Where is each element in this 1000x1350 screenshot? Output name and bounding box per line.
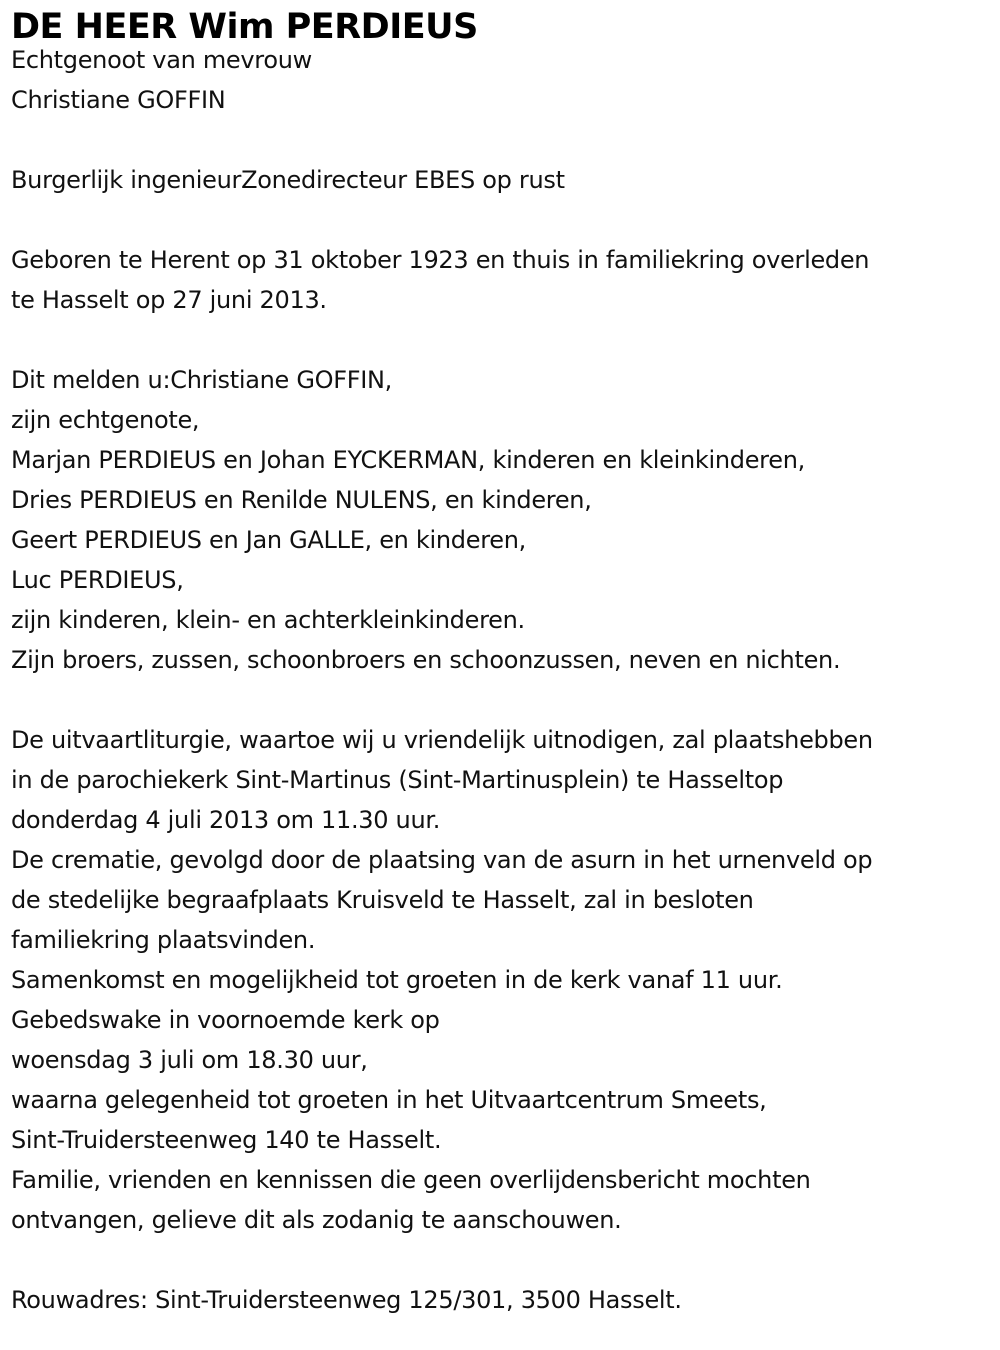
ceremony-line: Gebedswake in voornoemde kerk op [11, 1006, 440, 1034]
announcer-line: Zijn broers, zussen, schoonbroers en schoonzussen, neven en nichten. [11, 646, 841, 674]
ceremony-line: Familie, vrienden en kennissen die geen overlijdensbericht mochten [11, 1166, 811, 1194]
birth-death-section [11, 240, 991, 320]
announcer-line: zijn echtgenote, [11, 406, 200, 434]
paragraph-gap [11, 1240, 991, 1280]
birth-death-line: te Hasselt op 27 juni 2013. [11, 286, 327, 314]
announcer-line: Dit melden u:Christiane GOFFIN, [11, 366, 392, 394]
announcer-line: Geert PERDIEUS en Jan GALLE, en kinderen, [11, 526, 526, 554]
announcer-line: zijn kinderen, klein- en achterkleinkinderen. [11, 606, 525, 634]
announcer-line: Marjan PERDIEUS en Johan EYCKERMAN, kinderen en kleinkinderen, [11, 446, 805, 474]
deceased-name-title: DE HEER Wim PERDIEUS [11, 7, 478, 47]
obituary-notice [11, 0, 991, 1320]
birth-death-line: Geboren te Herent op 31 oktober 1923 en thuis in familiekring overleden [11, 246, 870, 274]
ceremony-section [11, 720, 991, 1240]
ceremony-line: De crematie, gevolgd door de plaatsing van de asurn in het urnenveld op [11, 846, 873, 874]
ceremony-line: donderdag 4 juli 2013 om 11.30 uur. [11, 806, 441, 834]
paragraph-gap [11, 680, 991, 720]
spouse-name: Christiane GOFFIN [11, 86, 226, 114]
ceremony-line: Sint-Truidersteenweg 140 te Hasselt. [11, 1126, 442, 1154]
ceremony-line: de stedelijke begraafplaats Kruisveld te Hasselt, zal in besloten [11, 886, 754, 914]
paragraph-gap [11, 200, 991, 240]
ceremony-line: De uitvaartliturgie, waartoe wij u vriendelijk uitnodigen, zal plaatshebben [11, 726, 873, 754]
spouse-line: Echtgenoot van mevrouw [11, 46, 312, 74]
mourning-address: Rouwadres: Sint-Truidersteenweg 125/301, 3500 Hasselt. [11, 1286, 682, 1314]
ceremony-line: ontvangen, gelieve dit als zodanig te aanschouwen. [11, 1206, 622, 1234]
announcer-line: Dries PERDIEUS en Renilde NULENS, en kinderen, [11, 486, 592, 514]
ceremony-line: in de parochiekerk Sint-Martinus (Sint-Martinusplein) te Hasseltop [11, 766, 784, 794]
ceremony-line: waarna gelegenheid tot groeten in het Uitvaartcentrum Smeets, [11, 1086, 767, 1114]
ceremony-line: Samenkomst en mogelijkheid tot groeten in de kerk vanaf 11 uur. [11, 966, 783, 994]
profession-line: Burgerlijk ingenieurZonedirecteur EBES op rust [11, 166, 565, 194]
spouse-section [11, 40, 991, 120]
ceremony-line: familiekring plaatsvinden. [11, 926, 316, 954]
ceremony-line: woensdag 3 juli om 18.30 uur, [11, 1046, 368, 1074]
announcer-line: Luc PERDIEUS, [11, 566, 184, 594]
paragraph-gap [11, 120, 991, 160]
announcers-section [11, 360, 991, 680]
paragraph-gap [11, 320, 991, 360]
